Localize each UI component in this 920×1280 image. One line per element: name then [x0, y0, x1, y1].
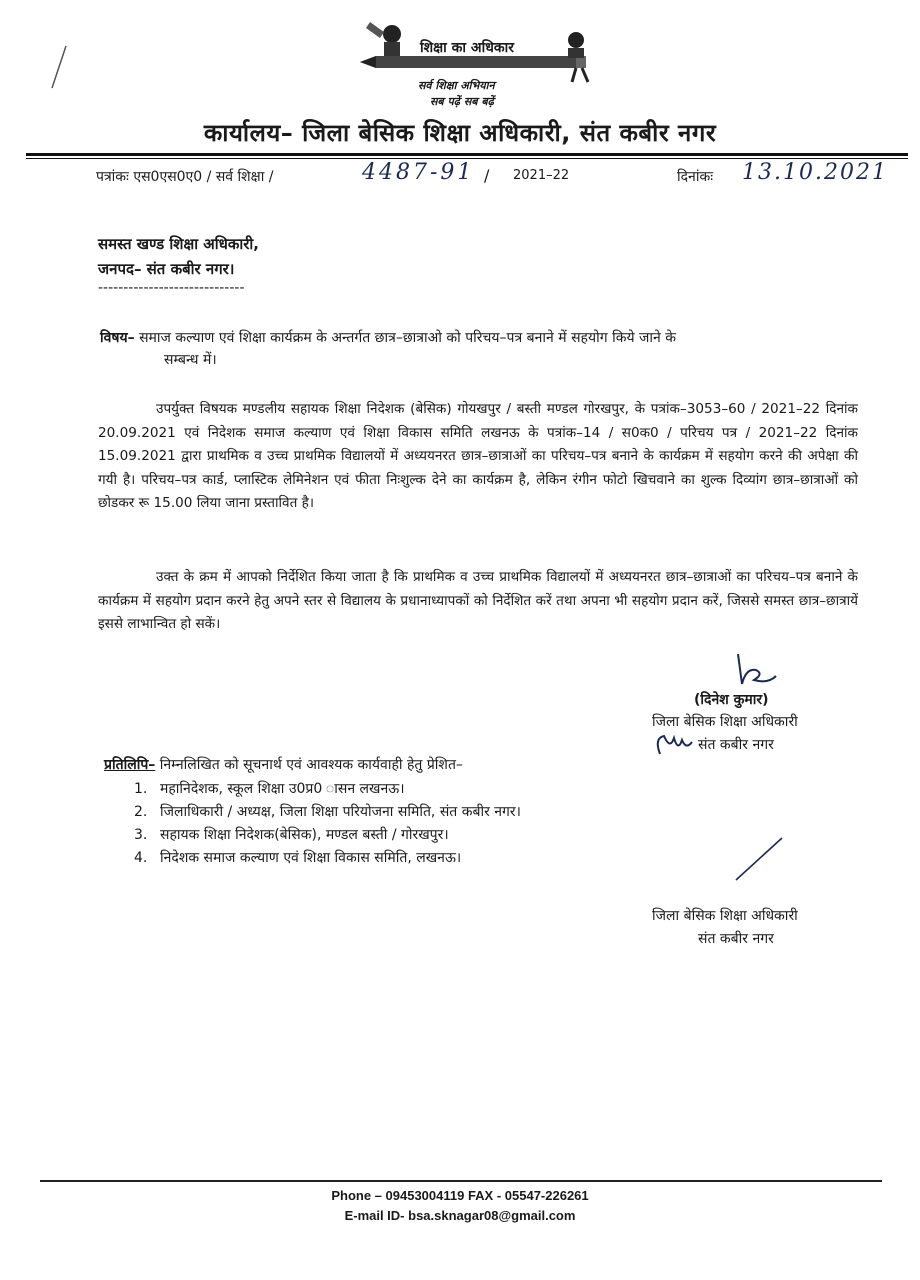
copy-list-item — [134, 825, 449, 844]
header-rule-thick — [26, 153, 908, 156]
subject-text-line-1: समाज कल्याण एवं शिक्षा कार्यक्रम के अन्तर्गत छात्र–छात्राओ को परिचय–पत्र बनाने में सहयोग किये जाने के — [134, 330, 677, 346]
header-rule-thin — [26, 158, 908, 159]
body-paragraph-1-text: उपर्युक्त विषयक मण्डलीय सहायक शिक्षा निदेशक (बेसिक) गोयखपुर / बस्ती मण्डल गोरखपुर, के पत्रांक–3053–60 / 2021–22 दिनांक 20.09.2021 एवं निदेशक समाज कल्याण एवं शिक्षा विकास समिति लखनऊ के पत्रांक–14 / स0क0 / परिचय पत्र / 2021–22 दिनांक 15.09.2021 द्वारा प्राथमिक व उच्च प्राथमिक विद्यालयों में अध्ययनरत छात्र–छात्राओं का परिचय–पत्र बनाने के कार्यक्रम में सहयोग करने की अपेक्षा की गयी है। परिचय–पत्र कार्ड, प्लास्टिक लेमिनेशन एवं फीता निःशुल्क देने का कार्यक्रम है, लेकिन रंगीन फोटो खिचवाने का शुल्क दिव्यांग छात्र–छात्राओं को छोडकर रू 15.00 लिया जाना प्रस्तावित है। — [98, 401, 858, 511]
subject-label: विषय– — [100, 330, 135, 346]
addressee-separator: ----------------------------- — [98, 280, 245, 296]
signatory-title: जिला बेसिक शिक्षा अधिकारी — [652, 714, 798, 730]
signature-scribble — [728, 650, 788, 690]
reference-slash: / — [484, 166, 490, 185]
logo-tagline-1: सर्व शिक्षा अभियान — [418, 79, 495, 92]
initials-scribble — [652, 728, 704, 758]
subject-block — [100, 327, 848, 371]
office-title: कार्यालय– जिला बेसिक शिक्षा अधिकारी, संत कबीर नगर — [203, 119, 717, 147]
date-value-handwritten: 13.10.2021 — [742, 160, 888, 185]
copy-item-number: 1. — [134, 781, 148, 797]
date-label: दिनांकः — [677, 169, 714, 185]
signatory-city: संत कबीर नगर — [698, 737, 774, 753]
signatory-city-2: संत कबीर नगर — [698, 931, 774, 947]
copy-list-item — [134, 779, 405, 798]
copy-list-item — [134, 802, 521, 821]
copy-item-text: निदेशक समाज कल्याण एवं शिक्षा विकास समिति, लखनऊ। — [160, 850, 462, 866]
logo-tagline-2: सब पढ़ें सब बढ़ें — [430, 95, 494, 108]
footer-rule — [40, 1180, 882, 1182]
copy-heading — [104, 755, 463, 774]
copy-item-text: सहायक शिक्षा निदेशक(बेसिक), मण्डल बस्ती / गोरखपुर। — [160, 827, 449, 843]
body-paragraph-2 — [98, 566, 858, 637]
reference-number-handwritten: 4487-91 — [362, 160, 475, 185]
footer-phone: Phone – 09453004119 FAX - 05547-226261 — [331, 1188, 589, 1203]
footer-email: E-mail ID- bsa.sknagar08@gmail.com — [344, 1208, 576, 1223]
copy-item-number: 2. — [134, 804, 148, 820]
body-paragraph-2-text: उक्त के क्रम में आपको निर्देशित किया जाता है कि प्राथमिक व उच्च प्राथमिक विद्यालयों में अध्ययनरत छात्र–छात्राओं का परिचय–पत्र बनाने के कार्यक्रम में सहयोग प्रदान करने हेतु अपने स्तर से विद्यालय के प्रधानाध्यापकों को निर्देशित करें तथा अपना भी सहयोग प्रदान करें, जिससे समस्त छात्र–छात्रायें इससे लाभान्वित हो सकें। — [98, 569, 859, 632]
signatory-title-2: जिला बेसिक शिक्षा अधिकारी — [652, 908, 798, 924]
signatory-name: (दिनेश कुमार) — [694, 692, 769, 708]
copy-item-number: 4. — [134, 850, 148, 866]
reference-year: 2021–22 — [513, 168, 570, 183]
reference-label: पत्रांकः एस0एस0ए0 / सर्व शिक्षा / — [96, 169, 274, 185]
copy-list-item — [134, 848, 461, 867]
copy-item-text: जिलाधिकारी / अध्यक्ष, जिला शिक्षा परियोजना समिति, संत कबीर नगर। — [160, 804, 521, 820]
copy-item-text: महानिदेशक, स्कूल शिक्षा उ0प्र0 ासन लखनऊ। — [160, 781, 405, 797]
margin-pencil-mark — [44, 44, 74, 90]
pen-stroke-mark — [730, 834, 790, 884]
copy-item-number: 3. — [134, 827, 148, 843]
addressee-line-1: समस्त खण्ड शिक्षा अधिकारी, — [98, 235, 260, 253]
subject-text-line-2: सम्बन्ध में। — [164, 352, 217, 368]
copy-intro: निम्नलिखित को सूचनार्थ एवं आवश्यक कार्यवाही हेतु प्रेशित– — [155, 757, 463, 773]
body-paragraph-1 — [98, 398, 858, 516]
copy-label: प्रतिलिपि– — [104, 757, 156, 773]
addressee-line-2: जनपद– संत कबीर नगर। — [98, 260, 235, 278]
logo-banner-text: शिक्षा का अधिकार — [420, 40, 514, 56]
